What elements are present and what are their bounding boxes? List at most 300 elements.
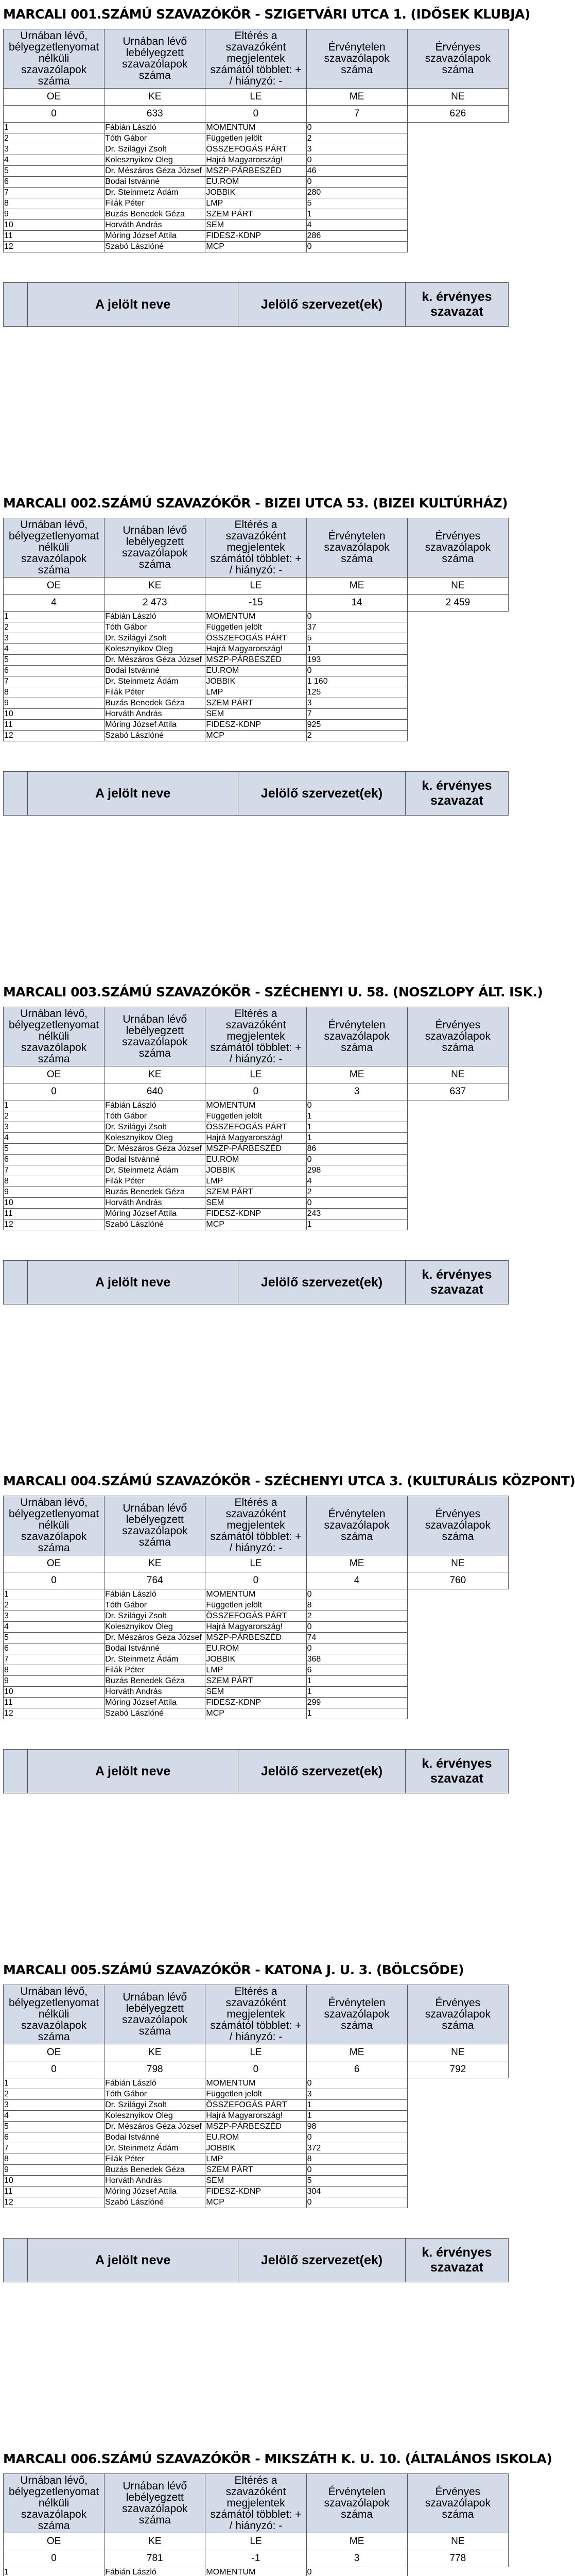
candidate-votes: 3 [306,698,407,709]
candidate-votes: 3 [306,2089,407,2100]
candidate-row [4,220,509,231]
candidate-name: Szabó Lászlóné [104,731,205,741]
candidate-votes: 5 [306,633,407,644]
candidate-votes: 0 [306,1622,407,1633]
summary-header-row [4,1007,509,1066]
candidate-votes: 243 [306,1209,407,1219]
candidate-votes: 1 [306,644,407,655]
summary-value-cell: 2 473 [104,595,205,612]
candidate-name: Dr. Steinmetz Ádám [104,2143,205,2154]
candidate-votes: 372 [306,2143,407,2154]
nominating-org: MSZP-PÁRBESZÉD [205,655,306,666]
candidate-votes: 0 [306,177,407,188]
candidate-votes: 98 [306,2122,407,2132]
nominating-org: MOMENTUM [205,123,306,133]
candidate-name-header: A jelölt neve [28,283,238,327]
summary-code-cell: ME [306,1066,407,1083]
candidate-number: 4 [4,644,104,655]
valid-votes-header: k. érvényes szavazat [405,1750,508,1793]
candidate-number: 6 [4,2132,104,2143]
candidate-row [4,720,509,731]
candidate-number: 5 [4,2122,104,2132]
candidate-votes: 1 [306,1219,407,1230]
summary-header-cell: Érvénytelen szavazólapok száma [306,2474,407,2533]
nominating-org: LMP [205,1665,306,1676]
candidate-name: Fábián László [104,1589,205,1600]
summary-code-row [4,2533,509,2550]
nominating-org: Hajrá Magyarország! [205,644,306,655]
nominating-org: Hajrá Magyarország! [205,2111,306,2122]
candidate-number: 3 [4,1122,104,1133]
candidate-votes: 1 [306,1676,407,1687]
candidate-number: 7 [4,676,104,687]
nominating-org: MSZP-PÁRBESZÉD [205,1144,306,1155]
summary-header-cell: Eltérés a szavazóként megjelentek számától többlet: + / hiányzó: - [205,2474,306,2533]
candidate-number: 8 [4,1176,104,1187]
candidate-number: 11 [4,720,104,731]
candidate-votes: 37 [306,622,407,633]
summary-code-cell: ME [306,1555,407,1572]
polling-district [3,2445,552,2576]
candidate-number: 2 [4,1111,104,1122]
candidate-number: 2 [4,622,104,633]
summary-value-cell: 0 [205,2061,306,2078]
candidate-name: Dr. Steinmetz Ádám [104,1165,205,1176]
candidate-row [4,612,509,622]
summary-code-row [4,89,509,106]
candidates-table [3,1260,509,1304]
candidate-name: Szabó Lászlóné [104,1219,205,1230]
summary-header-row [4,518,509,578]
candidate-name: Móring József Attila [104,231,205,242]
candidate-name-header: A jelölt neve [28,1261,238,1304]
candidate-number: 1 [4,1100,104,1111]
nominating-org-header: Jelölő szervezet(ek) [238,1750,406,1793]
summary-header-cell: Eltérés a szavazóként megjelentek számától többlet: + / hiányzó: - [205,1985,306,2044]
summary-code-cell: KE [104,89,205,106]
nominating-org: Független jelölt [205,1111,306,1122]
nominating-org-header: Jelölő szervezet(ek) [238,1261,406,1304]
summary-header-cell: Urnában lévő lebélyegzett szavazólapok száma [104,1985,205,2044]
candidate-number: 12 [4,1219,104,1230]
candidate-name: Buzás Benedek Géza [104,1187,205,1198]
candidate-votes: 1 [306,2100,407,2111]
summary-header-cell: Érvénytelen szavazólapok száma [306,1496,407,1555]
valid-votes-header: k. érvényes szavazat [405,772,508,816]
candidate-name: Dr. Steinmetz Ádám [104,676,205,687]
candidate-row [4,731,509,741]
summary-header-cell: Eltérés a szavazóként megjelentek számától többlet: + / hiányzó: - [205,1007,306,1066]
candidate-votes: 125 [306,687,407,698]
summary-header-cell: Érvényes szavazólapok száma [407,2474,508,2533]
candidate-row [4,177,509,188]
summary-code-cell: ME [306,2533,407,2550]
candidate-votes: 74 [306,1633,407,1643]
candidate-votes: 8 [306,2154,407,2165]
summary-value-cell: 640 [104,1083,205,1100]
candidate-name: Tóth Gábor [104,1111,205,1122]
candidate-name: Filák Péter [104,198,205,209]
candidate-votes: 2 [306,1187,407,1198]
candidate-row [4,1209,509,1219]
candidate-name: Horváth András [104,2176,205,2187]
summary-value-cell: 764 [104,1572,205,1589]
summary-code-cell: KE [104,2533,205,2550]
valid-votes-header: k. érvényes szavazat [405,2239,508,2282]
nominating-org: JOBBIK [205,676,306,687]
district-title: MARCALI 003.SZÁMÚ SZAVAZÓKÖR - SZÉCHENYI U. 58. (NOSZLOPY ÁLT. ISK.) [3,985,543,999]
candidate-row [4,1687,509,1698]
candidate-row [4,1622,509,1633]
nominating-org: ÖSSZEFOGÁS PÁRT [205,144,306,155]
candidate-name: Dr. Szilágyi Zsolt [104,144,205,155]
summary-header-cell: Urnában lévő, bélyegzetlenyomat nélküli szavazólapok száma [4,29,104,89]
candidate-name: Tóth Gábor [104,133,205,144]
candidate-name: Filák Péter [104,1665,205,1676]
nominating-org: MOMENTUM [205,2078,306,2089]
candidate-votes: 193 [306,655,407,666]
candidate-number: 12 [4,242,104,252]
candidate-row [4,231,509,242]
candidate-name: Fábián László [104,2567,205,2576]
candidate-number: 10 [4,709,104,720]
summary-value-cell: 778 [407,2550,508,2567]
candidate-name: Szabó Lászlóné [104,1708,205,1719]
candidate-row [4,1611,509,1622]
nominating-org: ÖSSZEFOGÁS PÁRT [205,2100,306,2111]
candidates-header-row [4,1261,509,1304]
candidate-row [4,1654,509,1665]
candidate-votes: 0 [306,155,407,166]
nominating-org: JOBBIK [205,2143,306,2154]
candidate-row [4,698,509,709]
candidate-number: 6 [4,1643,104,1654]
candidate-name: Bodai Istvánné [104,666,205,676]
summary-value-cell: 7 [306,106,407,123]
polling-district [3,1467,575,1956]
polling-district [3,978,543,1467]
candidate-votes: 0 [306,123,407,133]
candidate-number: 1 [4,1589,104,1600]
summary-table [3,1496,509,1719]
candidate-name: Dr. Steinmetz Ádám [104,1654,205,1665]
summary-header-row [4,1985,509,2044]
candidate-votes: 0 [306,2132,407,2143]
candidate-row [4,2100,509,2111]
candidates-header-row [4,2239,509,2282]
candidate-number: 8 [4,687,104,698]
summary-code-cell: NE [407,1555,508,1572]
candidate-row [4,188,509,198]
candidate-votes: 0 [306,666,407,676]
summary-header-cell: Eltérés a szavazóként megjelentek számától többlet: + / hiányzó: - [205,518,306,578]
nominating-org: Hajrá Magyarország! [205,155,306,166]
candidate-row [4,687,509,698]
summary-value-cell: -15 [205,595,306,612]
summary-value-row [4,595,509,612]
number-header [4,283,28,327]
candidate-name: Bodai Istvánné [104,1155,205,1165]
summary-code-cell: ME [306,89,407,106]
summary-header-cell: Urnában lévő, bélyegzetlenyomat nélküli szavazólapok száma [4,2474,104,2533]
candidate-name: Dr. Mészáros Géza József [104,166,205,177]
summary-header-cell: Érvénytelen szavazólapok száma [306,29,407,89]
nominating-org: EU.ROM [205,2132,306,2143]
candidate-number: 1 [4,2078,104,2089]
nominating-org: JOBBIK [205,188,306,198]
candidate-number: 8 [4,1665,104,1676]
summary-code-cell: LE [205,1555,306,1572]
nominating-org: FIDESZ-KDNP [205,720,306,731]
nominating-org: EU.ROM [205,1155,306,1165]
candidate-row [4,2089,509,2100]
summary-header-cell: Urnában lévő, bélyegzetlenyomat nélküli szavazólapok száma [4,1985,104,2044]
candidate-row [4,1144,509,1155]
candidate-votes: 0 [306,612,407,622]
summary-value-cell: 0 [4,106,104,123]
candidate-votes: 5 [306,2176,407,2187]
summary-value-cell: 0 [4,2550,104,2567]
summary-value-cell: 0 [205,106,306,123]
candidate-row [4,144,509,155]
nominating-org: EU.ROM [205,666,306,676]
candidate-name: Dr. Szilágyi Zsolt [104,1611,205,1622]
candidate-votes: 0 [306,2078,407,2089]
summary-header-cell: Urnában lévő lebélyegzett szavazólapok száma [104,29,205,89]
candidate-number: 8 [4,198,104,209]
candidate-number: 9 [4,209,104,220]
nominating-org: SZEM PÁRT [205,698,306,709]
candidate-row [4,133,509,144]
nominating-org: LMP [205,2154,306,2165]
candidates-header-row [4,772,509,816]
candidate-row [4,209,509,220]
nominating-org: EU.ROM [205,177,306,188]
candidate-row [4,155,509,166]
candidate-row [4,1155,509,1165]
summary-header-cell: Érvényes szavazólapok száma [407,1007,508,1066]
candidate-number: 10 [4,1198,104,1209]
summary-table [3,2473,509,2576]
candidate-votes: 1 [306,2111,407,2122]
summary-header-cell: Urnában lévő, bélyegzetlenyomat nélküli szavazólapok száma [4,1007,104,1066]
candidate-row [4,242,509,252]
summary-value-cell: 3 [306,2550,407,2567]
number-header [4,772,28,816]
nominating-org: ÖSSZEFOGÁS PÁRT [205,1122,306,1133]
candidate-name: Dr. Szilágyi Zsolt [104,2100,205,2111]
candidate-name: Filák Péter [104,1176,205,1187]
candidate-row [4,1165,509,1176]
candidate-number: 9 [4,1676,104,1687]
candidate-votes: 5 [306,198,407,209]
candidate-number: 4 [4,2111,104,2122]
candidate-row [4,709,509,720]
candidate-votes: 0 [306,1198,407,1209]
summary-value-cell: 6 [306,2061,407,2078]
candidate-number: 5 [4,166,104,177]
candidate-number: 7 [4,188,104,198]
nominating-org: MOMENTUM [205,2567,306,2576]
summary-code-cell: KE [104,1555,205,1572]
summary-header-cell: Urnában lévő lebélyegzett szavazólapok száma [104,518,205,578]
district-title: MARCALI 005.SZÁMÚ SZAVAZÓKÖR - KATONA J. U. 3. (BÖLCSŐDE) [3,1962,464,1977]
candidate-number: 9 [4,1187,104,1198]
nominating-org: FIDESZ-KDNP [205,231,306,242]
candidate-name: Kolesznyikov Oleg [104,1133,205,1144]
candidate-votes: 2 [306,731,407,741]
candidate-votes: 1 [306,1687,407,1698]
candidate-number: 10 [4,220,104,231]
candidate-row [4,676,509,687]
candidate-votes: 0 [306,2197,407,2208]
summary-value-cell: 14 [306,595,407,612]
nominating-org: MCP [205,1708,306,1719]
candidate-name: Dr. Mészáros Géza József [104,655,205,666]
candidate-name: Dr. Mészáros Géza József [104,1633,205,1643]
candidate-name: Dr. Steinmetz Ádám [104,188,205,198]
summary-table [3,1007,509,1230]
candidate-votes: 1 160 [306,676,407,687]
nominating-org: Hajrá Magyarország! [205,1133,306,1144]
nominating-org: SEM [205,220,306,231]
summary-value-cell: 633 [104,106,205,123]
summary-code-cell: NE [407,89,508,106]
candidate-votes: 1 [306,1708,407,1719]
nominating-org: MSZP-PÁRBESZÉD [205,166,306,177]
candidate-row [4,644,509,655]
summary-table [3,1985,509,2208]
candidate-name: Horváth András [104,1687,205,1698]
summary-value-cell: 637 [407,1083,508,1100]
summary-header-cell: Urnában lévő lebélyegzett szavazólapok száma [104,2474,205,2533]
candidate-votes: 925 [306,720,407,731]
candidate-number: 1 [4,123,104,133]
candidate-name: Kolesznyikov Oleg [104,155,205,166]
candidate-name: Móring József Attila [104,2187,205,2197]
summary-value-cell: 760 [407,1572,508,1589]
candidate-votes: 0 [306,1155,407,1165]
nominating-org: LMP [205,687,306,698]
summary-code-cell: OE [4,2044,104,2061]
candidate-number: 12 [4,731,104,741]
summary-code-cell: LE [205,89,306,106]
candidate-number: 1 [4,612,104,622]
summary-header-cell: Eltérés a szavazóként megjelentek számától többlet: + / hiányzó: - [205,29,306,89]
nominating-org: SEM [205,1687,306,1698]
candidates-table [3,1749,509,1793]
valid-votes-header: k. érvényes szavazat [405,1261,508,1304]
nominating-org: SZEM PÁRT [205,209,306,220]
candidate-name: Dr. Mészáros Géza József [104,1144,205,1155]
summary-code-row [4,1066,509,1083]
candidate-votes: 86 [306,1144,407,1155]
candidate-number: 11 [4,1698,104,1708]
candidate-number: 1 [4,2567,104,2576]
candidate-number: 9 [4,698,104,709]
candidates-header-row [4,1750,509,1793]
summary-header-cell: Érvénytelen szavazólapok száma [306,518,407,578]
summary-header-row [4,1496,509,1555]
summary-code-cell: LE [205,2533,306,2550]
candidate-number: 2 [4,1600,104,1611]
summary-code-cell: NE [407,1066,508,1083]
polling-district [3,489,509,978]
nominating-org: FIDESZ-KDNP [205,2187,306,2197]
summary-code-cell: KE [104,578,205,595]
candidate-name: Szabó Lászlóné [104,2197,205,2208]
candidate-name: Fábián László [104,612,205,622]
candidate-name: Bodai Istvánné [104,1643,205,1654]
summary-code-cell: OE [4,2533,104,2550]
candidate-row [4,1122,509,1133]
candidate-row [4,123,509,133]
summary-code-cell: LE [205,578,306,595]
candidate-row [4,1676,509,1687]
candidate-number: 8 [4,2154,104,2165]
nominating-org: FIDESZ-KDNP [205,1209,306,1219]
nominating-org: MOMENTUM [205,1589,306,1600]
candidate-votes: 299 [306,1698,407,1708]
candidate-name: Filák Péter [104,687,205,698]
candidate-row [4,198,509,209]
district-title: MARCALI 004.SZÁMÚ SZAVAZÓKÖR - SZÉCHENYI UTCA 3. (KULTURÁLIS KÖZPONT) [3,1473,575,1488]
candidates-table [3,2238,509,2282]
candidate-row [4,2143,509,2154]
candidate-votes: 2 [306,1611,407,1622]
candidate-number: 7 [4,2143,104,2154]
summary-table [3,29,509,252]
candidate-row [4,2197,509,2208]
nominating-org: SZEM PÁRT [205,1676,306,1687]
nominating-org: Független jelölt [205,2089,306,2100]
candidate-name: Móring József Attila [104,1209,205,1219]
nominating-org-header: Jelölő szervezet(ek) [238,283,406,327]
candidate-name: Dr. Szilágyi Zsolt [104,633,205,644]
nominating-org: MCP [205,1219,306,1230]
candidate-number: 5 [4,655,104,666]
nominating-org: SZEM PÁRT [205,2165,306,2176]
candidate-name: Fábián László [104,2078,205,2089]
nominating-org: SZEM PÁRT [205,1187,306,1198]
nominating-org: Hajrá Magyarország! [205,1622,306,1633]
candidate-row [4,2187,509,2197]
number-header [4,2239,28,2282]
nominating-org: LMP [205,198,306,209]
candidate-votes: 4 [306,220,407,231]
polling-district [3,0,530,489]
summary-header-row [4,2474,509,2533]
district-title: MARCALI 002.SZÁMÚ SZAVAZÓKÖR - BIZEI UTCA 53. (BIZEI KULTÚRHÁZ) [3,496,508,511]
summary-value-cell: 4 [306,1572,407,1589]
candidate-name: Kolesznyikov Oleg [104,2111,205,2122]
summary-value-cell: -1 [205,2550,306,2567]
nominating-org: MOMENTUM [205,612,306,622]
candidate-votes: 280 [306,188,407,198]
candidate-number: 3 [4,2100,104,2111]
summary-value-cell: 4 [4,595,104,612]
nominating-org: Független jelölt [205,622,306,633]
candidate-votes: 0 [306,1589,407,1600]
candidate-number: 10 [4,1687,104,1698]
summary-value-cell: 0 [4,1572,104,1589]
candidate-row [4,1198,509,1209]
candidate-row [4,1633,509,1643]
summary-code-cell: NE [407,2044,508,2061]
candidate-votes: 0 [306,2165,407,2176]
summary-code-cell: OE [4,1066,104,1083]
candidate-name: Bodai Istvánné [104,2132,205,2143]
